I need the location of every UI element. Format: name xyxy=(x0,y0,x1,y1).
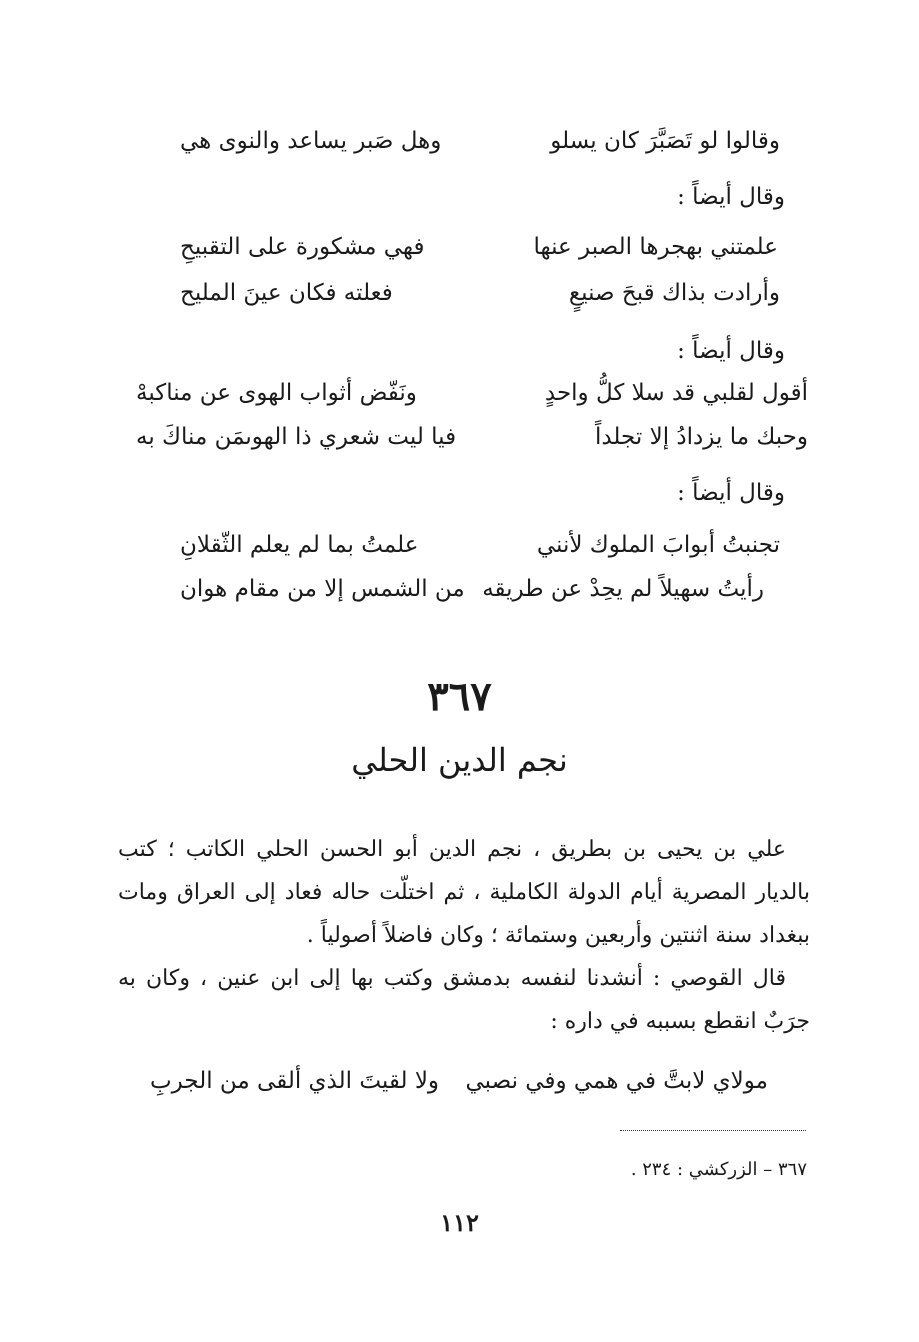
verse-line xyxy=(150,1064,768,1098)
biography-paragraph: علي بن يحيى بن بطريق ، نجم الدين أبو الحسن الحلي الكاتب ؛ كتب بالديار المصرية أيام الدولة الكاملية ، ثم اختلّت حاله فعاد إلى العراق ومات ببغداد سنة اثنتين وأربعين وستمائة ؛ وكان فاضلاً أصولياً . xyxy=(118,837,810,948)
verse-second-hemistich: علمتُ بما لم يعلم الثّقلانِ xyxy=(180,532,419,558)
verse-line xyxy=(180,124,780,158)
verse-intro: وقال أيضاً : xyxy=(677,338,785,364)
verse-first-hemistich: علمتني بهجرها الصبر عنها xyxy=(533,234,778,260)
verse-second-hemistich: من الشمس إلا من مقام هوان xyxy=(180,576,465,602)
verse-intro: وقال أيضاً : xyxy=(677,184,785,210)
verse-line xyxy=(136,420,808,454)
entry-name: نجم الدين الحلي xyxy=(351,741,568,779)
entry-number: ٣٦٧ xyxy=(427,673,492,720)
verse-intro: وقال أيضاً : xyxy=(677,480,785,506)
verse-first-hemistich: رأيتُ سهيلاً لم يحِدْ عن طريقه xyxy=(482,576,764,602)
verse-line xyxy=(136,376,808,410)
footnote: ٣٦٧ – الزركشي : ٢٣٤ . xyxy=(630,1159,807,1180)
verse-first-hemistich: مولاي لابتَّ في همي وفي نصبي xyxy=(465,1068,768,1094)
verse-second-hemistich: فيا ليت شعري ذا الهوىمَن مناكَ به xyxy=(136,424,457,450)
verse-second-hemistich: وهل صَبر يساعد والنوى هي xyxy=(180,128,442,154)
verse-first-hemistich: وقالوا لو تَصَبَّرَ كان يسلو xyxy=(550,128,780,154)
biography-paragraph: قال القوصي : أنشدنا لنفسه بدمشق وكتب بها إلى ابن عنين ، وكان به جرَبٌ انقطع بسببه في داره : xyxy=(118,966,810,1034)
verse-line xyxy=(180,276,780,310)
page-number: ١١٢ xyxy=(440,1208,479,1237)
verse-second-hemistich: فهي مشكورة على التقبيحِ xyxy=(180,234,425,260)
verse-line xyxy=(180,528,780,562)
verse-second-hemistich: فعلته فكان عينَ المليح xyxy=(180,280,393,306)
verse-line xyxy=(180,230,778,264)
biography-text xyxy=(118,828,810,1043)
verse-first-hemistich: أقول لقلبي قد سلا كلُّ واحدٍ xyxy=(544,380,808,406)
verse-second-hemistich: ولا لقيتَ الذي ألقى من الجربِ xyxy=(150,1068,440,1094)
verse-second-hemistich: ونَفّض أثواب الهوى عن مناكبهْ xyxy=(136,380,417,406)
footnote-divider xyxy=(620,1130,806,1131)
verse-first-hemistich: تجنبتُ أبوابَ الملوك لأنني xyxy=(536,532,780,558)
verse-first-hemistich: وأرادت بذاك قبحَ صنيعٍ xyxy=(568,280,780,306)
verse-first-hemistich: وحبك ما يزدادُ إلا تجلداً xyxy=(594,424,808,450)
verse-line xyxy=(180,572,764,606)
